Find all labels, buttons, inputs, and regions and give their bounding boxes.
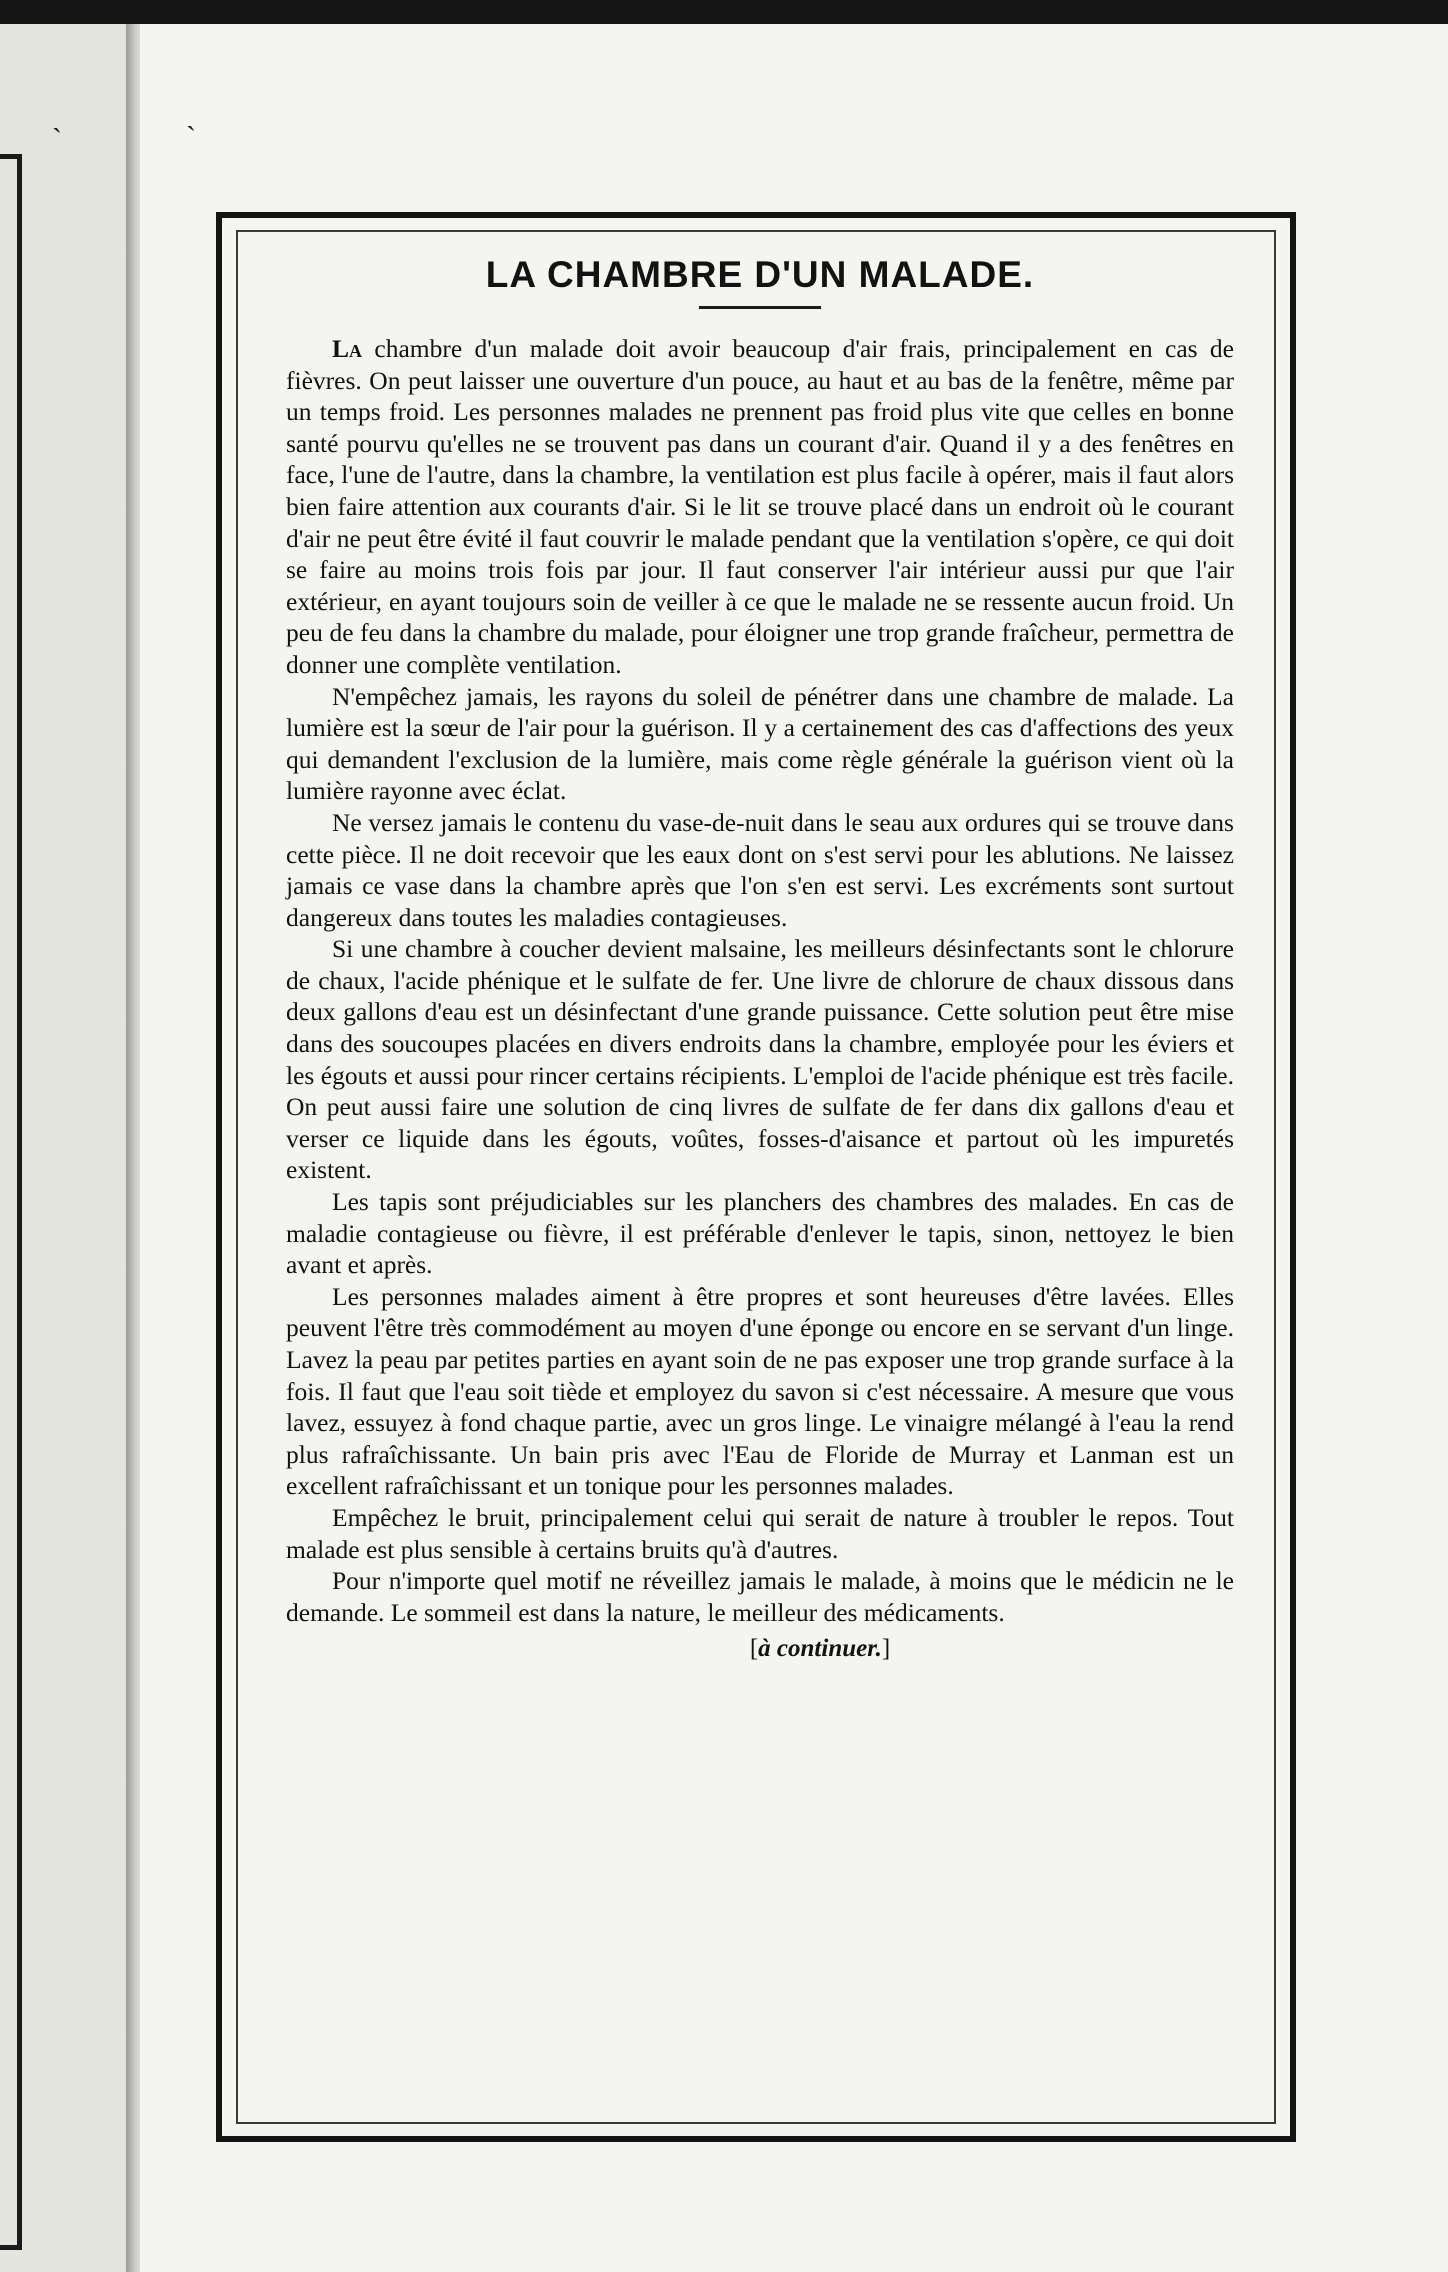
paragraph-washing: Les personnes malades aiment à être propres et sont heureuses d'être lavées. Elles peuvent l'être très commodément au moyen d'une éponge ou encore en se servant d'un linge. Lavez la peau par petites parties en ayant soin de ne pas exposer une trop grande surface à la fois. Il faut que l'eau soit tiède et employez du savon si c'est nécessaire. A mesure que vous lavez, essuyez à fond chaque partie, avec un gros linge. Le vinaigre mélangé à l'eau la rend plus rafraîchissante. Un bain pris avec l'Eau de Floride de Murray et Lanman est un excellent rafraîchissant et un tonique pour les personnes malades. bbox=[286, 1281, 1234, 1501]
paragraph-sleep: Pour n'importe quel motif ne réveillez jamais le malade, à moins que le médicin ne le demande. Le sommeil est dans la nature, le meilleur des médicaments. bbox=[286, 1566, 1234, 1627]
first-word: La bbox=[332, 334, 363, 363]
continuation-note: [à continuer.] bbox=[749, 1635, 891, 1663]
paragraph-ventilation bbox=[286, 333, 1234, 681]
paragraph-sunlight: N'empêchez jamais, les rayons du soleil de pénétrer dans une chambre de malade. La lumière est la sœur de l'air pour la guérison. Il y a certainement des cas d'affections des yeux qui demandent l'exclusion de la lumière, mais come règle générale la guérison vient où la lumière rayonne avec éclat. bbox=[286, 681, 1234, 806]
ink-speck: ˎ bbox=[52, 100, 62, 133]
title-rule bbox=[699, 306, 821, 309]
paragraph-noise: Empêchez le bruit, principalement celui qui serait de nature à troubler le repos. Tout malade est plus sensible à certains bruits qu'à d'autres. bbox=[286, 1502, 1234, 1564]
scan-top-edge bbox=[0, 0, 1448, 24]
paragraph-carpets: Les tapis sont préjudiciables sur les planchers des chambres des malades. En cas de maladie contagieuse ou fièvre, il est préférable d'enlever le tapis, sinon, nettoyez le bien avant et après. bbox=[286, 1187, 1234, 1280]
book-gutter bbox=[126, 24, 140, 2272]
facing-page-border bbox=[0, 154, 22, 2250]
paragraph-text: chambre d'un malade doit avoir beaucoup d'air frais, principalement en cas de fièvres. On peut laisser une ouverture d'un pouce, au haut et au bas de la fenêtre, même par un temps froid. Les personnes malades ne prennent pas froid plus vite que celles en bonne santé pourvu qu'elles ne se trouvent pas dans un courant d'air. Quand il y a des fenêtres en face, l'une de l'autre, dans la chambre, la ventilation est plus facile à opérer, mais il faut alors bien faire attention aux courants d'air. Si le lit se trouve placé dans un endroit où le courant d'air ne peut être évité il faut couvrir le malade pendant que la ventilation s'opère, ce qui doit se faire au moins trois fois par jour. Il faut conserver l'air intérieur aussi pur que l'air extérieur, en ayant toujours soin de veiller à ce que le malade ne se ressente aucun froid. Un peu de feu dans la chambre du malade, pour éloigner une trop grande fraîcheur, permettra de donner une complète ventilation. bbox=[286, 334, 1234, 679]
continuation-text: à continuer. bbox=[758, 1635, 882, 1663]
article bbox=[286, 248, 1234, 1666]
article-title: LA CHAMBRE D'UN MALADE. bbox=[485, 254, 1035, 295]
facing-page bbox=[0, 24, 126, 2272]
paragraph-chamber-pot: Ne versez jamais le contenu du vase-de-nuit dans le seau aux ordures qui se trouve dans cette pièce. Il ne doit recevoir que les eaux dont on s'est servi pour les ablutions. Ne laissez jamais ce vase dans la chambre après que l'on s'en est servi. Les excréments sont surtout dangereux dans toutes les maladies contagieuses. bbox=[286, 807, 1234, 932]
paragraph-disinfectants: Si une chambre à coucher devient malsaine, les meilleurs désinfectants sont le chlorure de chaux, l'acide phénique et le sulfate de fer. Une livre de chlorure de chaux dissous dans deux gallons d'eau est un désinfectant d'une grande puissance. Cette solution peut être mise dans des soucoupes placées en divers endroits dans la chambre, employée pour les éviers et les égouts et aussi pour rincer certains récipients. L'emploi de l'acide phénique est très facile. On peut aussi faire une solution de cinq livres de sulfate de fer dans dix gallons d'eau et verser ce liquide dans les égouts, voûtes, fosses-d'aisance et partout où les impuretés existent. bbox=[286, 934, 1234, 1185]
ink-speck: ˏ bbox=[186, 98, 196, 131]
